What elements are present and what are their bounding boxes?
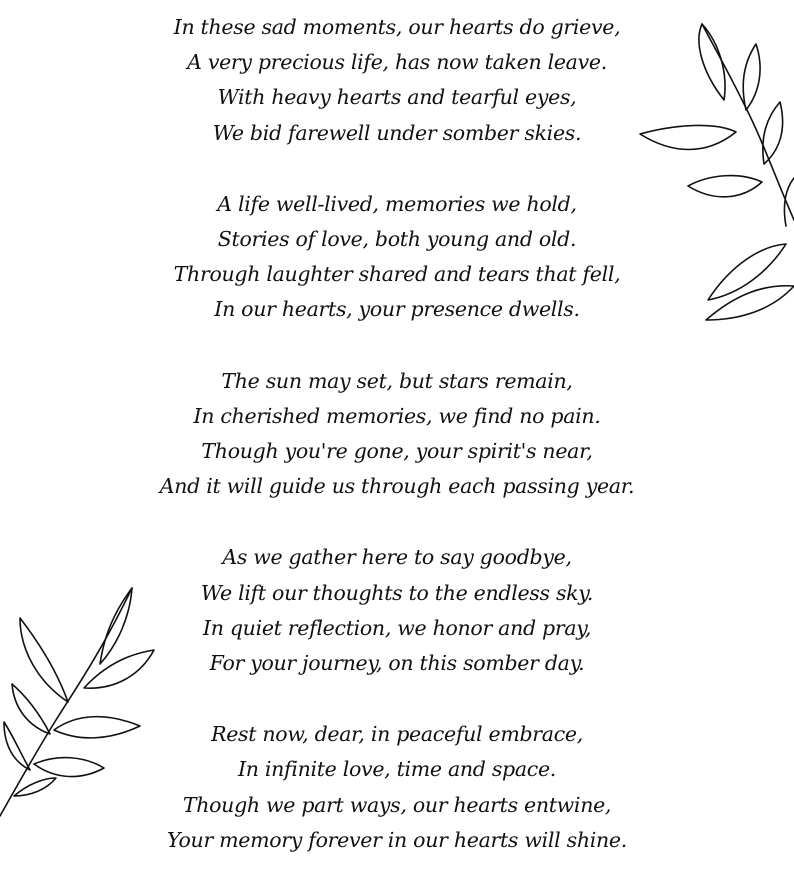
poem-line: And it will guide us through each passing year. bbox=[159, 474, 635, 499]
poem-line: In quiet reflection, we honor and pray, bbox=[202, 615, 592, 640]
poem-line: For your journey, on this somber day. bbox=[209, 651, 585, 676]
poem-line: We lift our thoughts to the endless sky. bbox=[200, 580, 594, 605]
poem-line: As we gather here to say goodbye, bbox=[222, 545, 572, 570]
poem-line: A life well-lived, memories we hold, bbox=[217, 191, 577, 216]
poem-line: A very precious life, has now taken leave. bbox=[187, 50, 607, 75]
poem-line: In cherished memories, we find no pain. bbox=[193, 403, 601, 428]
poem-line: Your memory forever in our hearts will shine. bbox=[167, 827, 627, 852]
poem-line: In our hearts, your presence dwells. bbox=[214, 297, 580, 322]
poem-line: In infinite love, time and space. bbox=[237, 757, 557, 782]
poem-line: Stories of love, both young and old. bbox=[217, 227, 577, 252]
poem-line: Though you're gone, your spirit's near, bbox=[201, 439, 593, 464]
stanza-3 bbox=[0, 364, 794, 505]
leaf-branch-icon bbox=[636, 14, 794, 324]
poem-line: Though we part ways, our hearts entwine, bbox=[182, 792, 612, 817]
poem-line: Rest now, dear, in peaceful embrace, bbox=[211, 722, 583, 747]
poem-line: We bid farewell under somber skies. bbox=[212, 120, 582, 145]
poem-line: Through laughter shared and tears that fell, bbox=[173, 262, 621, 287]
leaf-branch-icon bbox=[0, 584, 160, 820]
poem-line: The sun may set, but stars remain, bbox=[221, 368, 573, 393]
poem-line: In these sad moments, our hearts do grieve, bbox=[173, 15, 621, 39]
poem-line: With heavy hearts and tearful eyes, bbox=[217, 85, 577, 110]
